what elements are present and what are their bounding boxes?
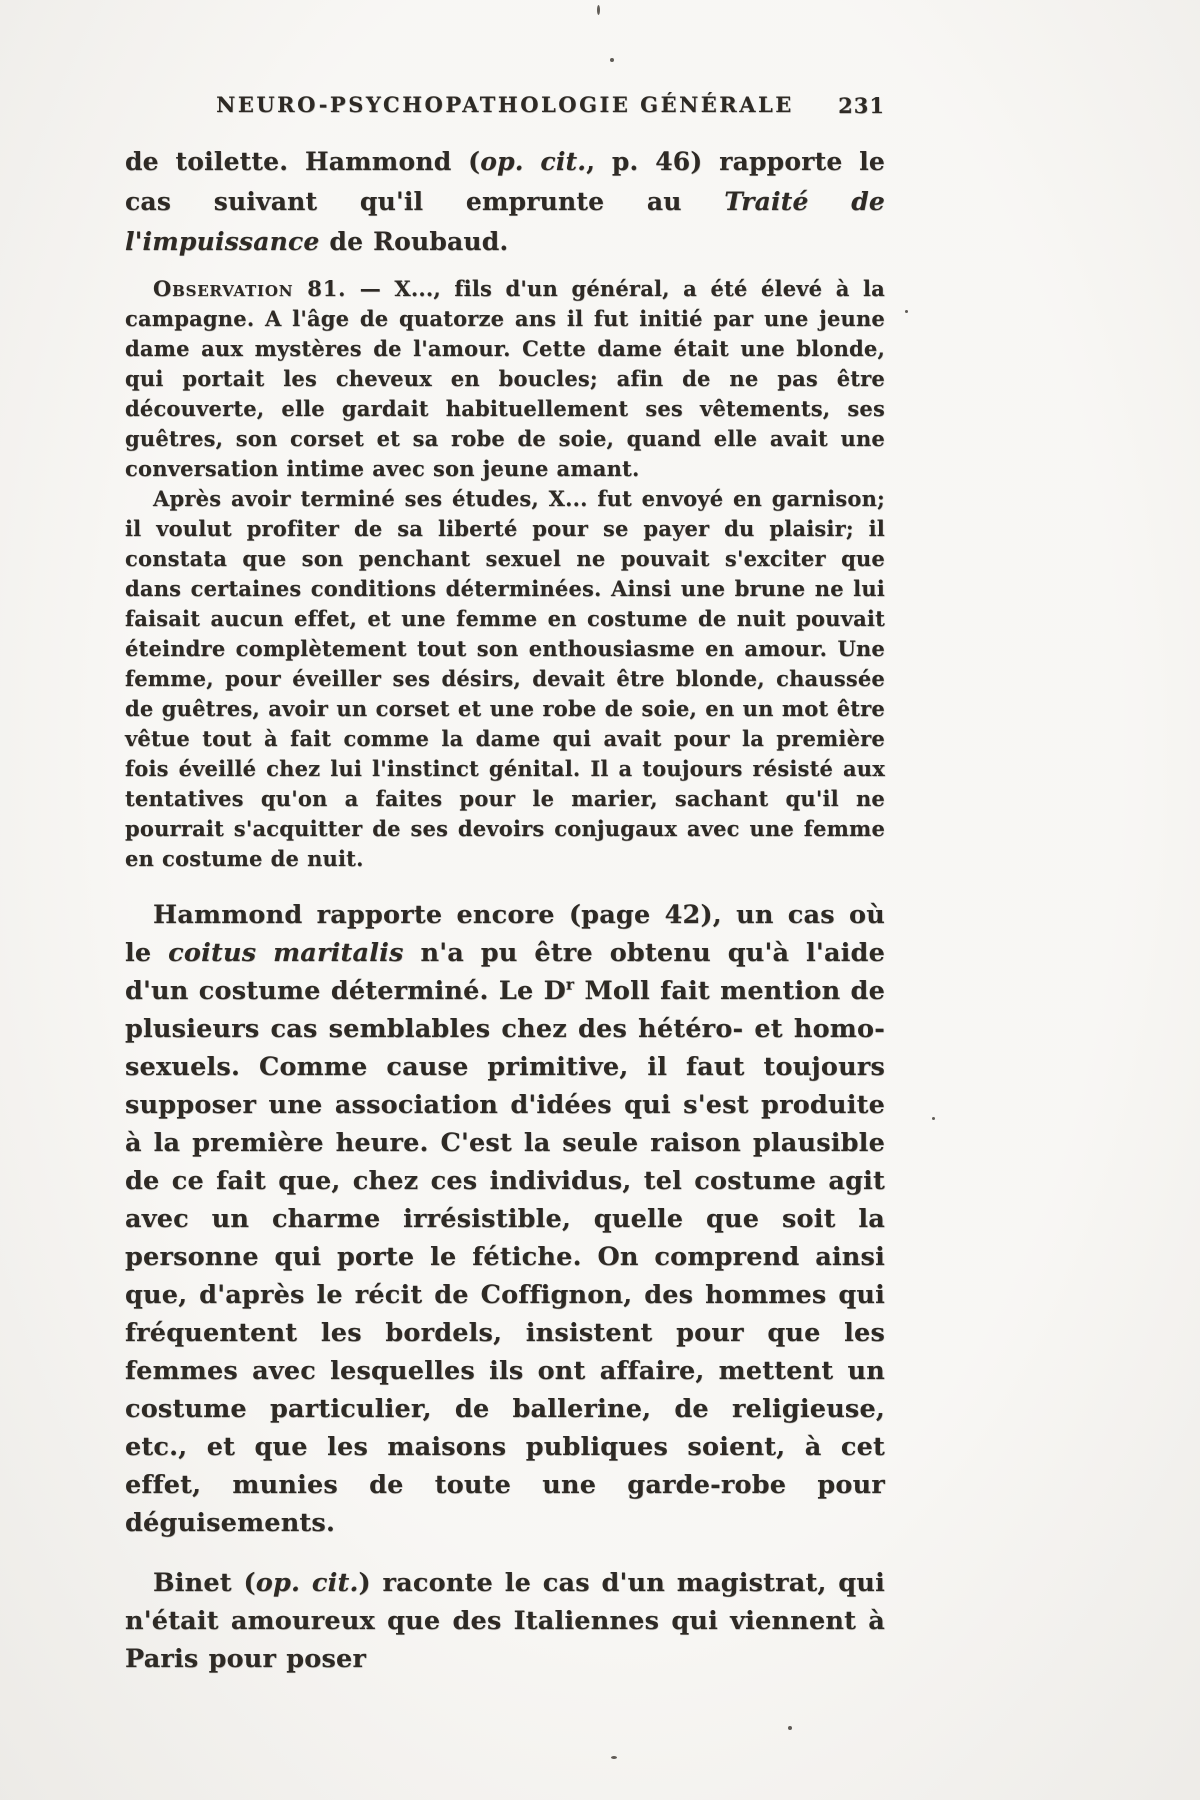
text-segment: Après avoir terminé ses études, X... fut envoyé en garnison; il voulut profiter de sa liberté pour se payer du plaisir; il constata que son penchant sexuel ne pouvait s'exciter que dans certaines conditions déterminées. Ainsi une brune ne lui faisait aucun effet, et une femme en costume de nuit pouvait éteindre complètement tout son enthousiasme en amour. Une femme, pour éveiller ses désirs, devait être blonde, chaussée de guêtres, avoir un corset et une robe de soie, en un mot être vêtue tout à fait comme la dame qui avait pour la première fois éveillé chez lui l'instinct génital. Il a toujours résisté aux tentatives qu'on a faites pour le marier, sachant qu'il ne pourrait s'acquitter de ses devoirs conjugaux avec une femme en costume de nuit. (125, 486, 885, 871)
text-segment: Traité de l'impuissance (125, 187, 885, 256)
text-segment: coitus maritalis (168, 938, 404, 968)
page-number: 231 (838, 93, 885, 118)
text-segment: Hammond rapporte encore (page 42), un cas où le (125, 900, 885, 968)
paragraph (125, 142, 885, 262)
text-segment: de Roubaud. (319, 227, 509, 256)
text-segment: Observation 81. (153, 276, 347, 301)
scan-speck (597, 5, 600, 15)
page-header (125, 92, 885, 128)
text-segment: Moll fait mention de plusieurs cas semblables chez des hétéro- et homo-sexuels. Comme cause primitive, il faut toujours supposer une association d'idées qui s'est produite à la première heure. C'est la seule raison plausible de ce fait que, chez ces individus, tel costume agit avec un charme irrésistible, quelle que soit la personne qui porte le fétiche. On comprend ainsi que, d'après le récit de Coffignon, des hommes qui fréquentent les bordels, insistent pour que les femmes avec lesquelles ils ont affaire, mettent un costume particulier, de ballerine, de religieuse, etc., et que les maisons publiques soient, à cet effet, munies de toute une garde-robe pour déguisements. (125, 976, 886, 1538)
scan-speck (905, 310, 908, 313)
text-body (125, 142, 885, 1678)
text-segment: n'a pu être obtenu qu'à l'aide d'un costume déterminé. Le D (125, 938, 886, 1006)
scan-speck (610, 58, 614, 62)
text-segment: op. cit. (255, 1568, 359, 1598)
paragraph (125, 896, 885, 1542)
text-segment: r (565, 975, 575, 994)
text-segment: Binet ( (153, 1568, 256, 1598)
scan-speck (611, 1756, 617, 1759)
text-segment: ) raconte le cas d'un magistrat, qui n'était amoureux que des Italiennes qui viennent à Paris pour poser (125, 1568, 885, 1674)
paragraph (125, 484, 885, 874)
scan-speck (932, 1117, 935, 1120)
running-title: NEURO-PSYCHOPATHOLOGIE GÉNÉRALE (216, 92, 794, 117)
text-segment: op. cit. (480, 147, 587, 176)
text-segment: de toilette. Hammond ( (125, 147, 481, 176)
text-segment: — X..., fils d'un général, a été élevé à la campagne. A l'âge de quatorze ans il fut initié par une jeune dame aux mystères de l'amour. Cette dame était une blonde, qui portait les cheveux en boucles; afin de ne pas être découverte, elle gardait habituellement ses vêtements, ses guêtres, son corset et sa robe de soie, quand elle avait une conversation intime avec son jeune amant. (125, 276, 885, 481)
scan-speck (788, 1726, 792, 1730)
paragraph (125, 274, 885, 484)
paragraph (125, 1564, 885, 1678)
text-segment: , p. 46) rapporte le cas suivant qu'il emprunte au (125, 147, 885, 216)
